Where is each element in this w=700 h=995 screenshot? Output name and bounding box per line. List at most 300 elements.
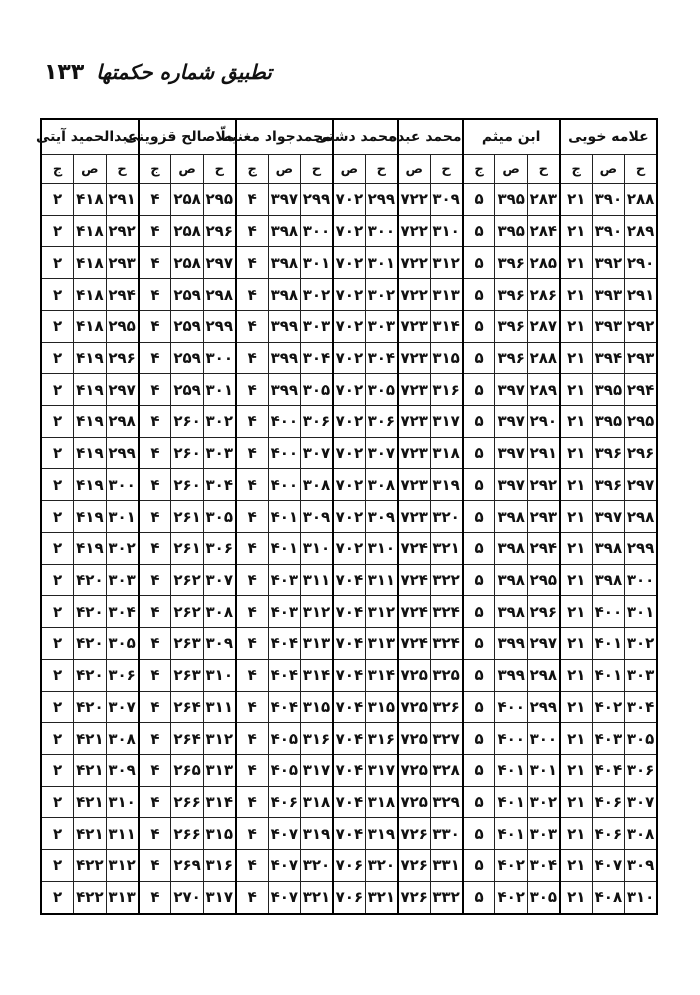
table-cell: ۳۰۰ xyxy=(365,215,397,247)
table-cell: ۵ xyxy=(463,501,495,533)
table-cell: ۳۰۹ xyxy=(430,184,462,216)
table-cell: ۴۰۸ xyxy=(592,881,624,914)
table-cell: ۵ xyxy=(463,247,495,279)
table-cell: ۴ xyxy=(236,881,268,914)
table-cell: ۲ xyxy=(41,342,74,374)
sub-header: ح xyxy=(301,155,333,184)
table-cell: ۳۹۸ xyxy=(592,564,624,596)
table-cell: ۳۱۸ xyxy=(430,437,462,469)
table-cell: ۲۱ xyxy=(560,406,592,438)
table-cell: ۳۰۰ xyxy=(301,215,333,247)
group-header: علامه خويى xyxy=(560,119,657,155)
table-cell: ۴ xyxy=(139,532,171,564)
table-cell: ۴۱۸ xyxy=(74,184,106,216)
table-cell: ۷۲۴ xyxy=(398,564,430,596)
table-cell: ۲۶۲ xyxy=(171,564,203,596)
table-cell: ۳۱۴ xyxy=(301,659,333,691)
table-cell: ۳۹۹ xyxy=(495,659,527,691)
table-cell: ۷۰۲ xyxy=(333,374,365,406)
table-cell: ۷۲۵ xyxy=(398,691,430,723)
table-cell: ۴۲۲ xyxy=(74,881,106,914)
table-cell: ۴۲۰ xyxy=(74,691,106,723)
table-cell: ۲۹۸ xyxy=(203,279,235,311)
table-cell: ۴۰۱ xyxy=(495,786,527,818)
table-cell: ۲۸۸ xyxy=(625,184,657,216)
table-cell: ۳۰۱ xyxy=(106,501,138,533)
table-cell: ۴۰۷ xyxy=(592,850,624,882)
table-cell: ۴ xyxy=(139,659,171,691)
table-cell: ۲۶۱ xyxy=(171,501,203,533)
table-row xyxy=(41,184,657,216)
table-row xyxy=(41,247,657,279)
table-cell: ۷۰۴ xyxy=(333,659,365,691)
table-cell: ۲۸۹ xyxy=(527,374,559,406)
sub-header: ج xyxy=(139,155,171,184)
table-cell: ۲۹۰ xyxy=(625,247,657,279)
table-cell: ۲ xyxy=(41,881,74,914)
table-cell: ۵ xyxy=(463,754,495,786)
table-cell: ۳۱۲ xyxy=(301,596,333,628)
table-cell: ۳۰۶ xyxy=(365,406,397,438)
table-cell: ۲ xyxy=(41,532,74,564)
table-cell: ۴ xyxy=(139,596,171,628)
table-cell: ۴ xyxy=(236,532,268,564)
table-cell: ۷۲۴ xyxy=(398,532,430,564)
table-cell: ۳۲۰ xyxy=(430,501,462,533)
table-cell: ۳۰۰ xyxy=(527,723,559,755)
table-cell: ۷۲۵ xyxy=(398,786,430,818)
table-cell: ۳۰۳ xyxy=(301,310,333,342)
table-cell: ۳۱۴ xyxy=(430,310,462,342)
page-number: ۱۳۳ xyxy=(44,59,85,85)
table-cell: ۷۲۲ xyxy=(398,279,430,311)
table-cell: ۳۹۰ xyxy=(592,215,624,247)
table-cell: ۲۱ xyxy=(560,881,592,914)
table-cell: ۴۰۰ xyxy=(268,437,300,469)
table-cell: ۲۹۶ xyxy=(106,342,138,374)
table-cell: ۳۲۹ xyxy=(430,786,462,818)
table-cell: ۲۱ xyxy=(560,564,592,596)
table-cell: ۳۰۳ xyxy=(527,818,559,850)
table-cell: ۴۲۱ xyxy=(74,754,106,786)
table-cell: ۳۱۰ xyxy=(301,532,333,564)
table-cell: ۵ xyxy=(463,310,495,342)
table-cell: ۵ xyxy=(463,786,495,818)
table-cell: ۲۱ xyxy=(560,786,592,818)
table-cell: ۲ xyxy=(41,184,74,216)
table-cell: ۳۳۱ xyxy=(430,850,462,882)
table-cell: ۲۹۴ xyxy=(625,374,657,406)
table-cell: ۳۹۵ xyxy=(495,215,527,247)
table-cell: ۳۰۹ xyxy=(301,501,333,533)
table-cell: ۴۱۹ xyxy=(74,342,106,374)
table-cell: ۲۸۷ xyxy=(527,310,559,342)
table-cell: ۲۱ xyxy=(560,469,592,501)
table-cell: ۳۱۰ xyxy=(203,659,235,691)
table-cell: ۲۹۸ xyxy=(527,659,559,691)
table-cell: ۳۰۴ xyxy=(625,691,657,723)
table-cell: ۴۰۰ xyxy=(268,469,300,501)
table-cell: ۷۰۲ xyxy=(333,215,365,247)
table-cell: ۴۰۱ xyxy=(592,659,624,691)
table-row xyxy=(41,659,657,691)
table-cell: ۳۱۱ xyxy=(301,564,333,596)
table-cell: ۲۱ xyxy=(560,247,592,279)
table-cell: ۴۰۲ xyxy=(495,881,527,914)
table-cell: ۴۰۰ xyxy=(268,406,300,438)
table-cell: ۳۰۴ xyxy=(301,342,333,374)
table-cell: ۳۹۳ xyxy=(592,310,624,342)
table-row xyxy=(41,850,657,882)
table-cell: ۳۱۹ xyxy=(365,818,397,850)
table-cell: ۳۰۷ xyxy=(106,691,138,723)
sub-header: ص xyxy=(268,155,300,184)
table-cell: ۲۸۸ xyxy=(527,342,559,374)
table-cell: ۴۱۸ xyxy=(74,247,106,279)
table-cell: ۷۰۲ xyxy=(333,342,365,374)
table-cell: ۳۹۷ xyxy=(495,437,527,469)
table-cell: ۲۹۵ xyxy=(527,564,559,596)
table-cell: ۲۱ xyxy=(560,659,592,691)
table-cell: ۳۹۵ xyxy=(592,374,624,406)
table-row xyxy=(41,786,657,818)
table-cell: ۳۱۷ xyxy=(365,754,397,786)
table-cell: ۲۶۶ xyxy=(171,818,203,850)
table-row xyxy=(41,406,657,438)
table-cell: ۳۰۷ xyxy=(625,786,657,818)
table-cell: ۳۰۵ xyxy=(106,628,138,660)
table-cell: ۴ xyxy=(139,310,171,342)
sub-header: ص xyxy=(398,155,430,184)
table-cell: ۳۹۹ xyxy=(268,310,300,342)
table-cell: ۳۱۲ xyxy=(106,850,138,882)
group-header: ابن ميثم xyxy=(463,119,560,155)
table-cell: ۳۲۵ xyxy=(430,659,462,691)
table-cell: ۳۱۰ xyxy=(106,786,138,818)
table-cell: ۳۰۸ xyxy=(106,723,138,755)
table-cell: ۳۱۰ xyxy=(625,881,657,914)
table-cell: ۷۲۵ xyxy=(398,659,430,691)
table-cell: ۷۲۲ xyxy=(398,184,430,216)
table-cell: ۲۶۳ xyxy=(171,659,203,691)
table-cell: ۲۹۱ xyxy=(527,437,559,469)
table-cell: ۴۱۸ xyxy=(74,215,106,247)
table-cell: ۳۹۸ xyxy=(592,532,624,564)
table-cell: ۲ xyxy=(41,469,74,501)
table-cell: ۳۰۷ xyxy=(203,564,235,596)
table-row xyxy=(41,723,657,755)
sub-header: ص xyxy=(592,155,624,184)
table-cell: ۳۰۵ xyxy=(625,723,657,755)
table-cell: ۳۰۰ xyxy=(106,469,138,501)
table-cell: ۳۰۸ xyxy=(301,469,333,501)
table-cell: ۳۱۲ xyxy=(203,723,235,755)
table-cell: ۷۰۴ xyxy=(333,723,365,755)
table-cell: ۴۲۱ xyxy=(74,786,106,818)
table-cell: ۴۰۷ xyxy=(268,850,300,882)
table-cell: ۴ xyxy=(139,279,171,311)
table-cell: ۴ xyxy=(139,786,171,818)
sub-header: ج xyxy=(41,155,74,184)
table-cell: ۲۹۹ xyxy=(365,184,397,216)
table-cell: ۴ xyxy=(236,310,268,342)
table-cell: ۲۹۴ xyxy=(106,279,138,311)
table-cell: ۵ xyxy=(463,564,495,596)
group-header: ملّاصالح قزوينى xyxy=(139,119,236,155)
table-cell: ۳۱۶ xyxy=(203,850,235,882)
table-cell: ۴ xyxy=(139,469,171,501)
table-cell: ۳۰۵ xyxy=(365,374,397,406)
sub-header: ج xyxy=(463,155,495,184)
table-cell: ۴۲۱ xyxy=(74,723,106,755)
table-cell: ۴۱۹ xyxy=(74,374,106,406)
table-cell: ۴ xyxy=(236,374,268,406)
table-cell: ۳۰۳ xyxy=(625,659,657,691)
table-cell: ۴ xyxy=(139,247,171,279)
table-cell: ۵ xyxy=(463,659,495,691)
table-cell: ۲۶۵ xyxy=(171,754,203,786)
table-cell: ۲ xyxy=(41,374,74,406)
table-cell: ۴۰۴ xyxy=(592,754,624,786)
table-cell: ۳۰۹ xyxy=(625,850,657,882)
table-cell: ۳۳۰ xyxy=(430,818,462,850)
table-cell: ۴ xyxy=(139,850,171,882)
table-cell: ۳۰۱ xyxy=(625,596,657,628)
table-cell: ۳۹۵ xyxy=(495,184,527,216)
table-cell: ۲۱ xyxy=(560,184,592,216)
table-cell: ۵ xyxy=(463,184,495,216)
table-cell: ۲۶۳ xyxy=(171,628,203,660)
table-cell: ۳۱۵ xyxy=(365,691,397,723)
table-cell: ۲ xyxy=(41,691,74,723)
table-cell: ۳۱۵ xyxy=(301,691,333,723)
table-cell: ۲۹۵ xyxy=(625,406,657,438)
table-cell: ۴ xyxy=(236,437,268,469)
table-cell: ۳۰۱ xyxy=(527,754,559,786)
table-cell: ۳۱۸ xyxy=(301,786,333,818)
table-cell: ۴۱۹ xyxy=(74,437,106,469)
table-cell: ۳۰۶ xyxy=(106,659,138,691)
table-cell: ۳۱۷ xyxy=(301,754,333,786)
table-cell: ۳۱۳ xyxy=(106,881,138,914)
table-cell: ۲۵۸ xyxy=(171,247,203,279)
sub-header: ح xyxy=(527,155,559,184)
table-cell: ۳۰۹ xyxy=(106,754,138,786)
table-cell: ۵ xyxy=(463,881,495,914)
table-cell: ۷۲۳ xyxy=(398,406,430,438)
table-cell: ۴ xyxy=(139,374,171,406)
table-cell: ۳۹۶ xyxy=(495,342,527,374)
table-cell: ۲۶۰ xyxy=(171,406,203,438)
table-cell: ۲۶۴ xyxy=(171,691,203,723)
table-cell: ۴۰۱ xyxy=(495,754,527,786)
table-row xyxy=(41,501,657,533)
table-cell: ۳۱۷ xyxy=(203,881,235,914)
table-cell: ۷۲۳ xyxy=(398,501,430,533)
table-cell: ۲۹۹ xyxy=(106,437,138,469)
table-cell: ۳۹۶ xyxy=(495,279,527,311)
table-cell: ۲۹۲ xyxy=(527,469,559,501)
table-row xyxy=(41,279,657,311)
table-cell: ۴ xyxy=(236,786,268,818)
table-cell: ۲۹۷ xyxy=(106,374,138,406)
table-cell: ۳۱۰ xyxy=(365,532,397,564)
table-cell: ۳۱۹ xyxy=(430,469,462,501)
table-cell: ۴ xyxy=(236,596,268,628)
table-cell: ۳۹۸ xyxy=(268,279,300,311)
table-cell: ۵ xyxy=(463,691,495,723)
table-cell: ۴۲۰ xyxy=(74,659,106,691)
table-cell: ۲۶۱ xyxy=(171,532,203,564)
table-cell: ۳۲۱ xyxy=(301,881,333,914)
table-cell: ۴ xyxy=(236,279,268,311)
table-cell: ۲۱ xyxy=(560,691,592,723)
table-cell: ۳۲۲ xyxy=(430,564,462,596)
table-cell: ۳۹۰ xyxy=(592,184,624,216)
table-cell: ۲۵۹ xyxy=(171,279,203,311)
table-body xyxy=(41,184,657,915)
table-cell: ۲ xyxy=(41,659,74,691)
table-cell: ۲۶۲ xyxy=(171,596,203,628)
table-cell: ۲ xyxy=(41,247,74,279)
table-cell: ۳۹۶ xyxy=(592,437,624,469)
sub-header: ج xyxy=(560,155,592,184)
table-cell: ۲۸۵ xyxy=(527,247,559,279)
table-cell: ۲۶۰ xyxy=(171,437,203,469)
table-cell: ۷۰۲ xyxy=(333,406,365,438)
table-cell: ۴ xyxy=(139,754,171,786)
table-cell: ۷۰۲ xyxy=(333,247,365,279)
table-cell: ۲۱ xyxy=(560,532,592,564)
table-cell: ۳۱۵ xyxy=(430,342,462,374)
table-cell: ۳۰۱ xyxy=(203,374,235,406)
table-cell: ۴۱۹ xyxy=(74,469,106,501)
table-cell: ۲۱ xyxy=(560,215,592,247)
table-cell: ۳۲۰ xyxy=(365,850,397,882)
table-cell: ۲۹۷ xyxy=(527,628,559,660)
table-cell: ۲۵۹ xyxy=(171,342,203,374)
table-cell: ۵ xyxy=(463,850,495,882)
table-cell: ۲ xyxy=(41,564,74,596)
concordance-table xyxy=(35,118,658,915)
table-row xyxy=(41,215,657,247)
table-row xyxy=(41,628,657,660)
table-row xyxy=(41,881,657,914)
table-cell: ۴۲۲ xyxy=(74,850,106,882)
table-cell: ۷۰۴ xyxy=(333,786,365,818)
table-cell: ۳۹۶ xyxy=(592,469,624,501)
table-cell: ۳۰۷ xyxy=(365,437,397,469)
table-cell: ۴۰۴ xyxy=(268,628,300,660)
table-cell: ۳۹۲ xyxy=(592,247,624,279)
table-cell: ۷۲۶ xyxy=(398,881,430,914)
table-cell: ۴۰۰ xyxy=(495,723,527,755)
table-cell: ۲۹۹ xyxy=(301,184,333,216)
table-cell: ۲۵۹ xyxy=(171,374,203,406)
table-cell: ۲ xyxy=(41,279,74,311)
table-cell: ۴۰۱ xyxy=(268,532,300,564)
group-header: محمدجواد مغنيه xyxy=(236,119,333,155)
table-cell: ۳۰۸ xyxy=(203,596,235,628)
group-header: محمد عبده xyxy=(398,119,463,155)
table-cell: ۴ xyxy=(236,754,268,786)
table-cell: ۴ xyxy=(139,723,171,755)
table-cell: ۷۰۲ xyxy=(333,532,365,564)
table-cell: ۴ xyxy=(139,342,171,374)
table-cell: ۳۰۴ xyxy=(527,850,559,882)
table-cell: ۲۸۴ xyxy=(527,215,559,247)
table-row xyxy=(41,374,657,406)
table-cell: ۳۱۴ xyxy=(365,659,397,691)
table-cell: ۴۰۵ xyxy=(268,754,300,786)
table-cell: ۷۲۵ xyxy=(398,754,430,786)
table-cell: ۳۲۰ xyxy=(301,850,333,882)
table-cell: ۲۱ xyxy=(560,437,592,469)
table-cell: ۳۲۶ xyxy=(430,691,462,723)
table-cell: ۲۹۵ xyxy=(106,310,138,342)
table-cell: ۲۱ xyxy=(560,374,592,406)
sub-header-row xyxy=(41,155,657,184)
table-cell: ۳۹۵ xyxy=(592,406,624,438)
table-cell: ۷۰۶ xyxy=(333,850,365,882)
table-cell: ۳۹۸ xyxy=(495,564,527,596)
table-cell: ۳۰۵ xyxy=(301,374,333,406)
table-cell: ۳۰۹ xyxy=(203,628,235,660)
table-cell: ۳۰۳ xyxy=(203,437,235,469)
table-cell: ۴ xyxy=(139,184,171,216)
table-cell: ۳۲۷ xyxy=(430,723,462,755)
table-cell: ۲۱ xyxy=(560,310,592,342)
table-cell: ۲۱ xyxy=(560,501,592,533)
table-cell: ۳۰۷ xyxy=(301,437,333,469)
sub-header: ص xyxy=(74,155,106,184)
sub-header: ص xyxy=(495,155,527,184)
table-cell: ۳۲۴ xyxy=(430,628,462,660)
table-cell: ۲۹۳ xyxy=(625,342,657,374)
table-row xyxy=(41,754,657,786)
table-cell: ۲ xyxy=(41,215,74,247)
table-cell: ۴۰۲ xyxy=(495,850,527,882)
table-cell: ۷۲۵ xyxy=(398,723,430,755)
table-cell: ۲۱ xyxy=(560,596,592,628)
table-cell: ۲ xyxy=(41,501,74,533)
table-cell: ۳۲۴ xyxy=(430,596,462,628)
table-cell: ۴ xyxy=(236,247,268,279)
table-cell: ۲۱ xyxy=(560,723,592,755)
table-cell: ۷۲۳ xyxy=(398,342,430,374)
table-cell: ۳۱۸ xyxy=(365,786,397,818)
sub-header: ح xyxy=(430,155,462,184)
table-cell: ۳۰۴ xyxy=(203,469,235,501)
table-cell: ۷۰۲ xyxy=(333,469,365,501)
table-cell: ۲۶۴ xyxy=(171,723,203,755)
table-cell: ۲۵۸ xyxy=(171,184,203,216)
table-cell: ۲۹۴ xyxy=(527,532,559,564)
table-cell: ۳۰۱ xyxy=(365,247,397,279)
table-row xyxy=(41,469,657,501)
table-cell: ۲۹۰ xyxy=(527,406,559,438)
table-cell: ۴ xyxy=(236,691,268,723)
table-cell: ۵ xyxy=(463,532,495,564)
table-cell: ۳۰۶ xyxy=(625,754,657,786)
table-cell: ۳۲۱ xyxy=(430,532,462,564)
table-cell: ۴۰۷ xyxy=(268,881,300,914)
table-cell: ۳۲۱ xyxy=(365,881,397,914)
table-cell: ۳۰۴ xyxy=(106,596,138,628)
table-cell: ۴۱۹ xyxy=(74,501,106,533)
table-cell: ۳۹۷ xyxy=(495,469,527,501)
table-cell: ۴ xyxy=(139,818,171,850)
